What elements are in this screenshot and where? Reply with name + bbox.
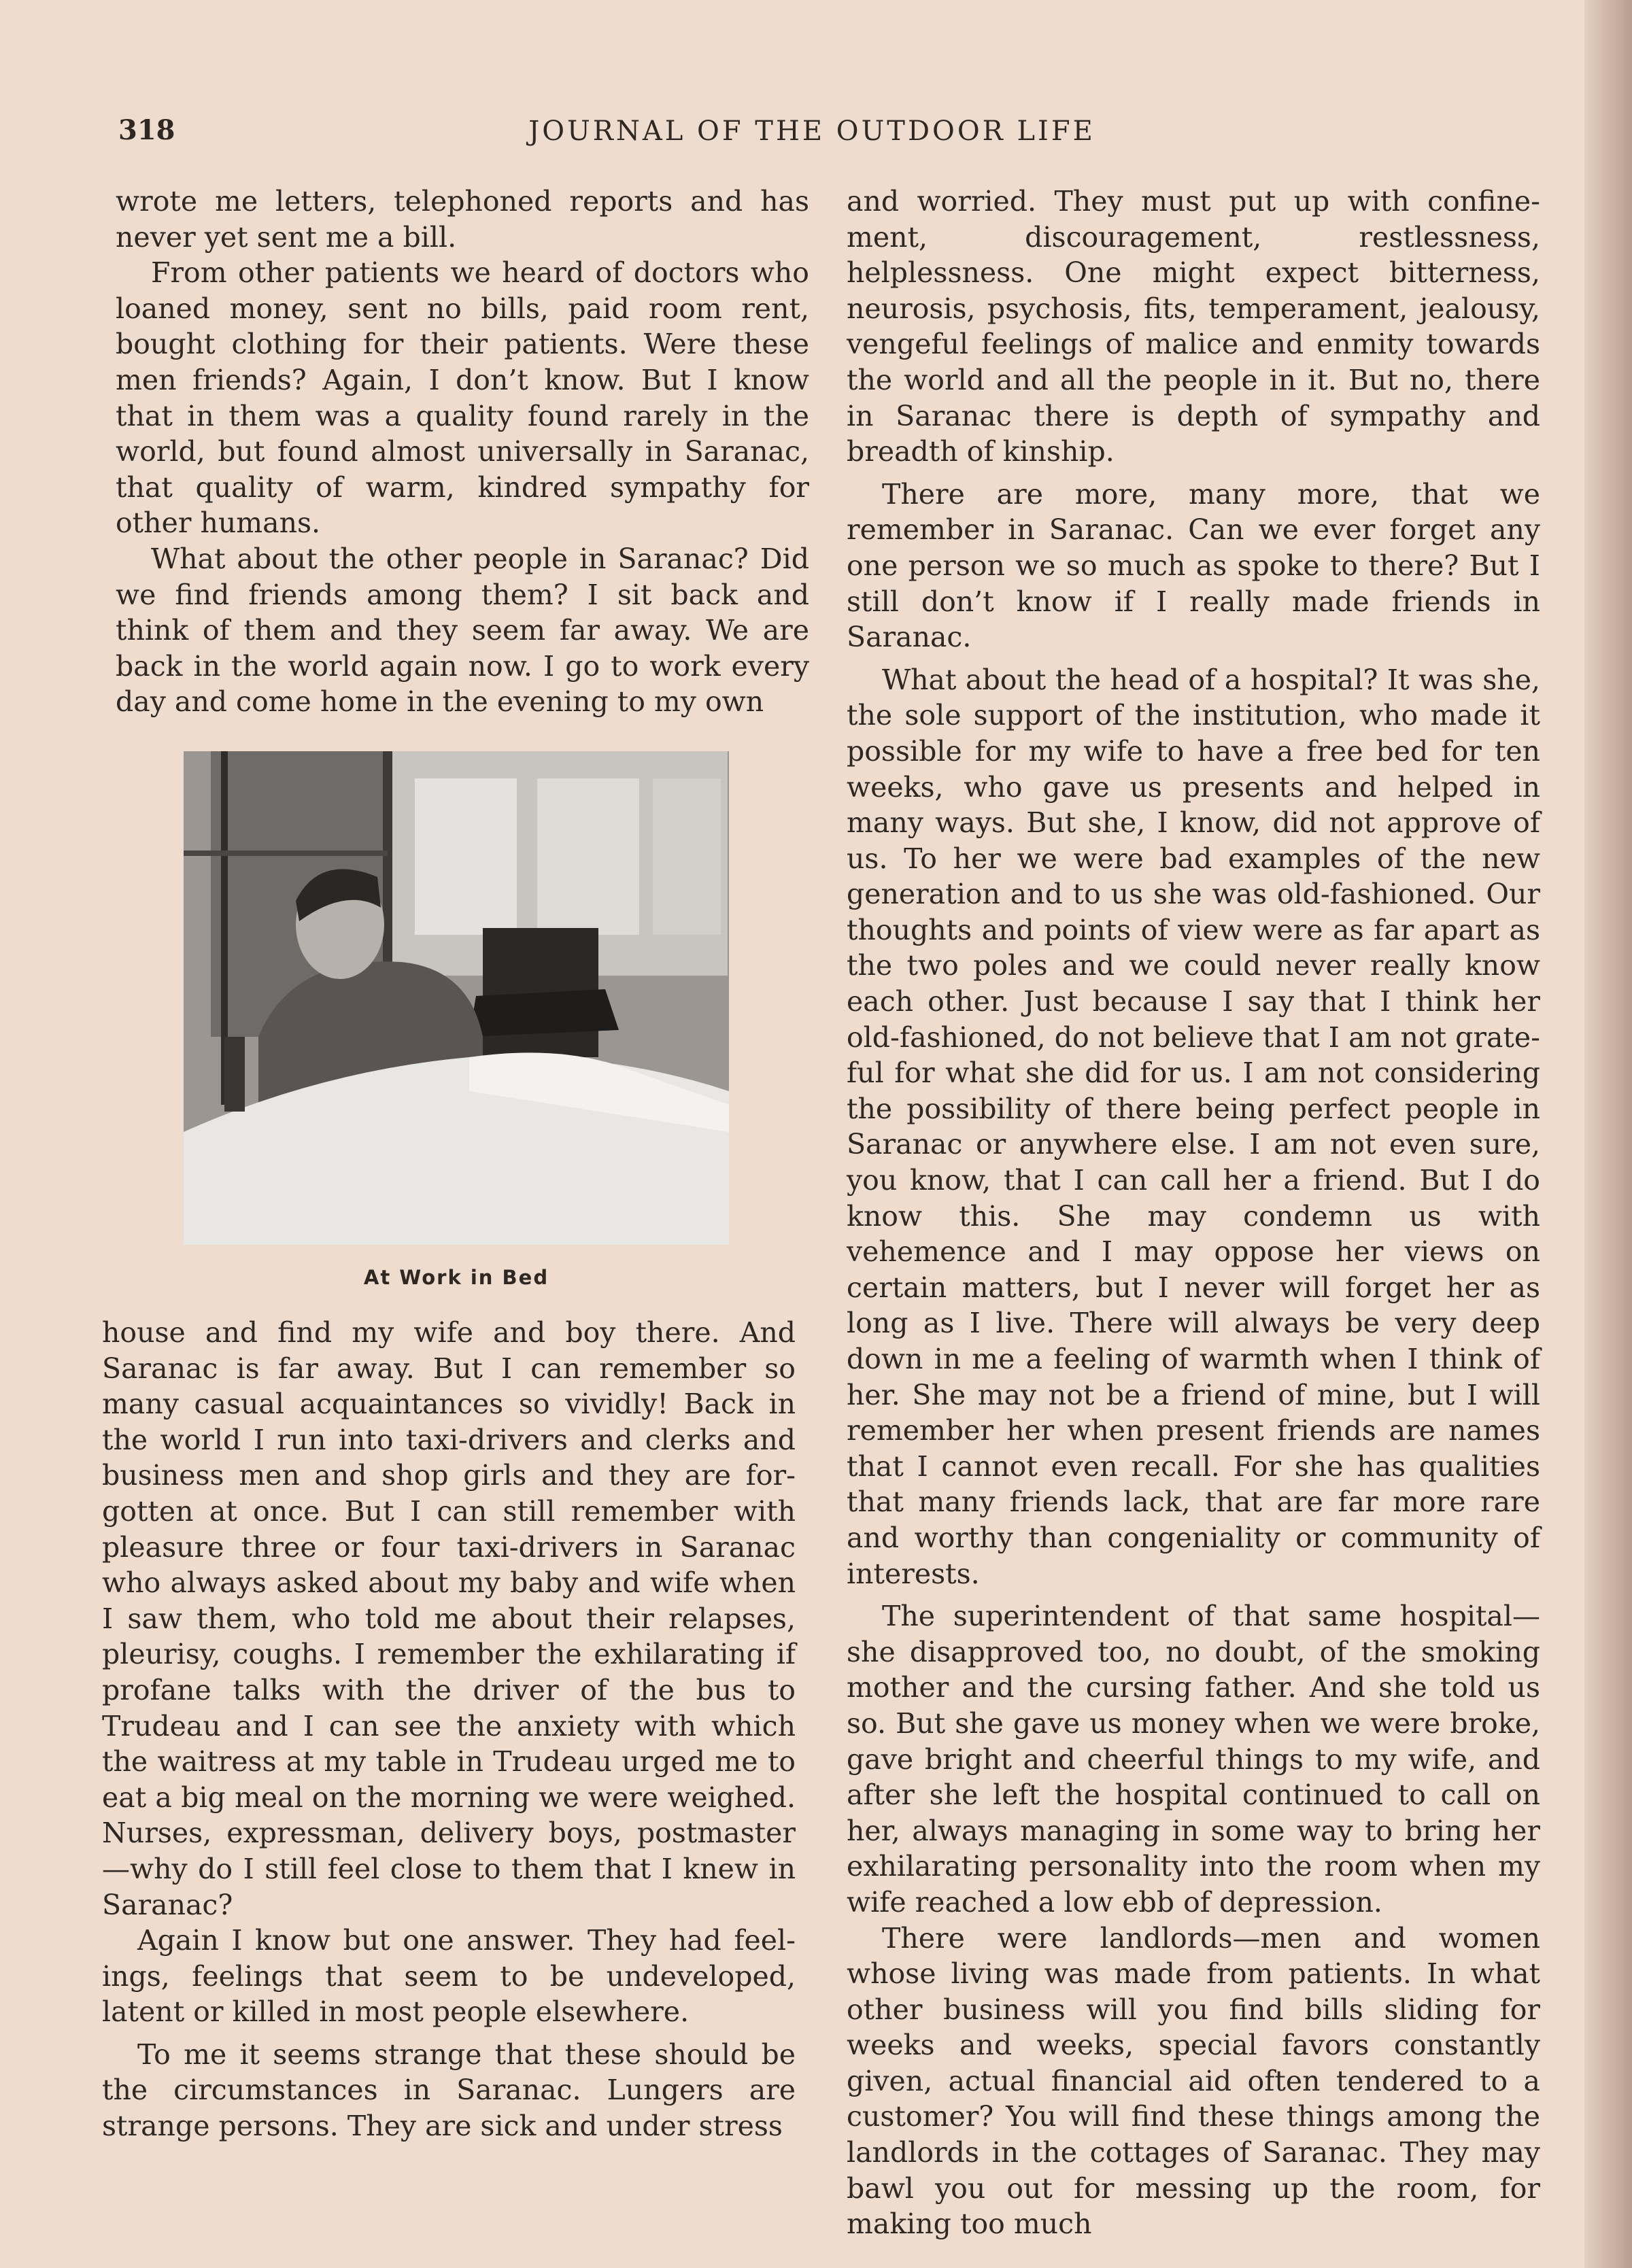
paragraph: house and find my wife and boy there. And Saranac is far away. But I can remember so many casual acquaintances so vividly! Back in the world I run into taxi-drivers and clerks and business men and shop girls and they are forgotten at once. But I can still remember with pleasure three or four taxi-drivers in Saranac who always asked about my baby and wife when I saw them, who told me about their relapses, pleurisy, coughs. I remember the exhilarating if profane talks with the driver of the bus to Trudeau and I can see the anxiety with which the waitress at my table in Trudeau urged me to eat a big meal on the morning we were weighed. Nurses, expressman, delivery boys, postmaster—why do I still feel close to them that I knew in Saranac? [102, 1316, 796, 1921]
page-number: 318 [118, 114, 175, 146]
photo-man-typing-in-bed [184, 751, 729, 1245]
running-title: JOURNAL OF THE OUTDOOR LIFE [528, 116, 1095, 147]
paragraph: and worried. They must put up with confinement, discouragement, restlessness, helplessness. One might expect bitterness, neurosis, psychosis, fits, temperament, jealousy, vengeful feelings of malice and enmity towards the world and all the people in it. But no, there in Saranac there is depth of sympathy and breadth of kinship. [847, 185, 1540, 468]
left-column-bottom [102, 1315, 796, 2144]
paragraph: What about the other people in Saranac? Did we find friends among them? I sit back and think of them and they seem far away. We are back in the world again now. I go to work every day and come home in the evening to my own [116, 542, 809, 719]
page-header [118, 114, 1506, 162]
paragraph: wrote me letters, telephoned reports and has never yet sent me a bill. [116, 185, 809, 254]
left-column-top [116, 184, 809, 720]
paragraph: There are more, many more, that we remember in Saranac. Can we ever forget any one person we so much as spoke to there? But I still don’t know if I really made friends in Saranac. [847, 477, 1540, 654]
paragraph: To me it seems strange that these should be the circumstances in Saranac. Lungers are strange persons. They are sick and under stress [102, 2038, 796, 2143]
paragraph: Again I know but one answer. They had feelings, feelings that seem to be undeveloped, latent or killed in most people elsewhere. [102, 1924, 796, 2029]
paragraph: From other patients we heard of doctors who loaned money, sent no bills, paid room rent, bought clothing for their patients. Were these men friends? Again, I don’t know. But I know that in them was a quality found rarely in the world, but found almost universally in Saranac, that quality of warm, kindred sympathy for other humans. [116, 256, 809, 540]
right-column [847, 184, 1540, 2242]
paragraph: What about the head of a hospital? It was she, the sole support of the institution, who made it possible for my wife to have a free bed for ten weeks, who gave us presents and helped in many ways. But she, I know, did not approve of us. To her we were bad examples of the new generation and to us she was old-fashioned. Our thoughts and points of view were as far apart as the two poles and we could never really know each other. Just because I say that I think her old-fashioned, do not believe that I am not grateful for what she did for us. I am not considering the possibility of there being perfect people in Saranac or anywhere else. I am not even sure, you know, that I can call her a friend. But I do know this. She may condemn us with vehemence and I may oppose her views on certain matters, but I never will forget her as long as I live. There will always be very deep down in me a feeling of warmth when I think of her. She may not be a friend of mine, but I will remember her when present friends are names that I cannot even recall. For she has qualities that many friends lack, that are far more rare and worthy than congeniality or community of interests. [847, 663, 1540, 1590]
figure-photo [184, 751, 729, 1245]
figure-caption: At Work in Bed [363, 1266, 549, 1289]
paragraph: The superintendent of that same hospital—she disapproved too, no doubt, of the smoking mother and the cursing father. And she told us so. But she gave us money when we were broke, gave bright and cheerful things to my wife, and after she left the hospital continued to call on her, always managing in some way to bring her exhilarating personality into the room when my wife reached a low ebb of depression. [847, 1600, 1540, 1919]
page-edge-shadow [1584, 0, 1632, 2268]
paragraph: There were landlords—men and women whose living was made from patients. In what other business will you find bills sliding for weeks and weeks, special favors constantly given, actual financial aid often tendered to a customer? You will find these things among the landlords in the cottages of Saranac. They may bawl you out for messing up the room, for making too much [847, 1921, 1540, 2241]
